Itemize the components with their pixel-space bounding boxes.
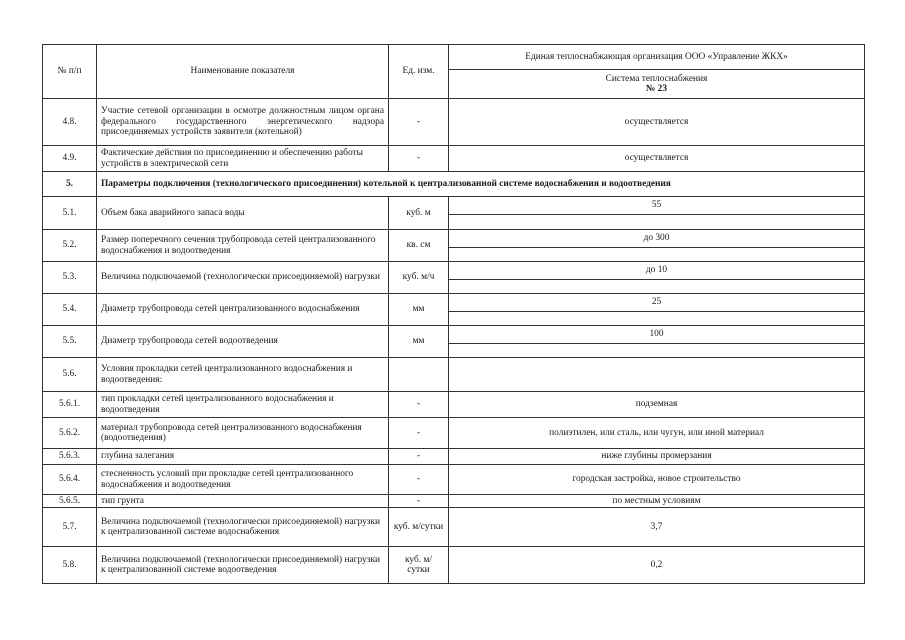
row-unit: - (389, 392, 449, 418)
row-value: 25 (449, 294, 865, 312)
row-name: Участие сетевой организации в осмотре должностным лицом органа федерального государственного энергетического надзора присоединяемых устройств заявителя (котельной) (97, 99, 389, 146)
empty-subcell (449, 280, 865, 294)
row-name: тип прокладки сетей централизованного водоснабжения и водоотведения (97, 392, 389, 418)
row-value: 55 (449, 197, 865, 215)
row-unit: куб. м/ сутки (389, 547, 449, 584)
row-name: Условия прокладки сетей централизованного водоснабжения и водоотведения: (97, 358, 389, 392)
row-num: 5.1. (43, 197, 97, 230)
row-num: 5.3. (43, 262, 97, 294)
row-num: 5.2. (43, 230, 97, 262)
table-row (43, 392, 865, 418)
table-row (43, 358, 865, 392)
row-num: 4.9. (43, 146, 97, 172)
row-name: материал трубопровода сетей централизованного водоснабжения (водоотведения) (97, 418, 389, 449)
row-unit: - (389, 465, 449, 495)
header-system-number: № 23 (645, 84, 668, 94)
section-title: Параметры подключения (технологического присоединения) котельной к централизованной системе водоснабжения и водоотведения (97, 172, 865, 197)
row-value: 0,2 (449, 547, 865, 584)
row-num: 5.6.1. (43, 392, 97, 418)
parameters-table (42, 44, 865, 584)
row-name: тип грунта (97, 495, 389, 508)
table-row (43, 197, 865, 215)
header-num: № п/п (43, 45, 97, 99)
row-name: Фактические действия по присоединению и обеспечению работы устройств в электрической сети (97, 146, 389, 172)
table-row (43, 262, 865, 280)
empty-subcell (449, 344, 865, 358)
row-value: по местным условиям (449, 495, 865, 508)
table-row (43, 495, 865, 508)
empty-subcell (449, 215, 865, 230)
row-value: полиэтилен, или сталь, или чугун, или иной материал (449, 418, 865, 449)
row-name: Размер поперечного сечения трубопровода сетей централизованного водоснабжения и водоотведения (97, 230, 389, 262)
row-num: 5.5. (43, 326, 97, 358)
row-num: 5.6.5. (43, 495, 97, 508)
row-value: до 10 (449, 262, 865, 280)
row-num: 5.4. (43, 294, 97, 326)
row-num: 5.7. (43, 508, 97, 547)
row-value: до 300 (449, 230, 865, 248)
row-unit: - (389, 99, 449, 146)
section-row (43, 172, 865, 197)
table-row (43, 294, 865, 312)
row-value: городская застройка, новое строительство (449, 465, 865, 495)
empty-subcell (449, 312, 865, 326)
row-unit: мм (389, 294, 449, 326)
table-row (43, 508, 865, 547)
row-value: 3,7 (449, 508, 865, 547)
table-row (43, 99, 865, 146)
row-num: 5.6.4. (43, 465, 97, 495)
row-unit: - (389, 418, 449, 449)
row-num: 4.8. (43, 99, 97, 146)
row-value: ниже глубины промерзания (449, 449, 865, 465)
row-unit: кв. см (389, 230, 449, 262)
header-name: Наименование показателя (97, 45, 389, 99)
row-value: 100 (449, 326, 865, 344)
table-row (43, 449, 865, 465)
row-name: Объем бака аварийного запаса воды (97, 197, 389, 230)
row-name: Величина подключаемой (технологически присоединяемой) нагрузки к централизованной системе водоотведения (97, 547, 389, 584)
table-row (43, 465, 865, 495)
row-unit: куб. м (389, 197, 449, 230)
empty-subcell (449, 248, 865, 262)
header-system-label: Система теплоснабжения (605, 73, 708, 84)
empty-value (449, 358, 865, 392)
section-num: 5. (43, 172, 97, 197)
header-system (449, 70, 865, 99)
row-value: подземная (449, 392, 865, 418)
row-name: Величина подключаемой (технологически присоединяемой) нагрузки к централизованной системе водоснабжения (97, 508, 389, 547)
empty-unit (389, 358, 449, 392)
table-row (43, 146, 865, 172)
table-row (43, 230, 865, 248)
row-num: 5.8. (43, 547, 97, 584)
row-num: 5.6. (43, 358, 97, 392)
row-unit: - (389, 146, 449, 172)
row-name: Величина подключаемой (технологически присоединяемой) нагрузки (97, 262, 389, 294)
row-unit: куб. м/сутки (389, 508, 449, 547)
row-value: осуществляется (449, 146, 865, 172)
row-unit: - (389, 495, 449, 508)
table-row (43, 547, 865, 584)
row-name: глубина залегания (97, 449, 389, 465)
row-unit: куб. м/ч (389, 262, 449, 294)
header-unit: Ед. изм. (389, 45, 449, 99)
table-row (43, 418, 865, 449)
table-row (43, 326, 865, 344)
header-org: Единая теплоснабжающая организация ООО «Управление ЖКХ» (449, 45, 865, 70)
row-unit: - (389, 449, 449, 465)
row-name: Диаметр трубопровода сетей водоотведения (97, 326, 389, 358)
row-unit: мм (389, 326, 449, 358)
row-value: осуществляется (449, 99, 865, 146)
row-name: стесненность условий при прокладке сетей централизованного водоснабжения и водоотведения (97, 465, 389, 495)
row-num: 5.6.3. (43, 449, 97, 465)
row-name: Диаметр трубопровода сетей централизованного водоснабжения (97, 294, 389, 326)
row-num: 5.6.2. (43, 418, 97, 449)
